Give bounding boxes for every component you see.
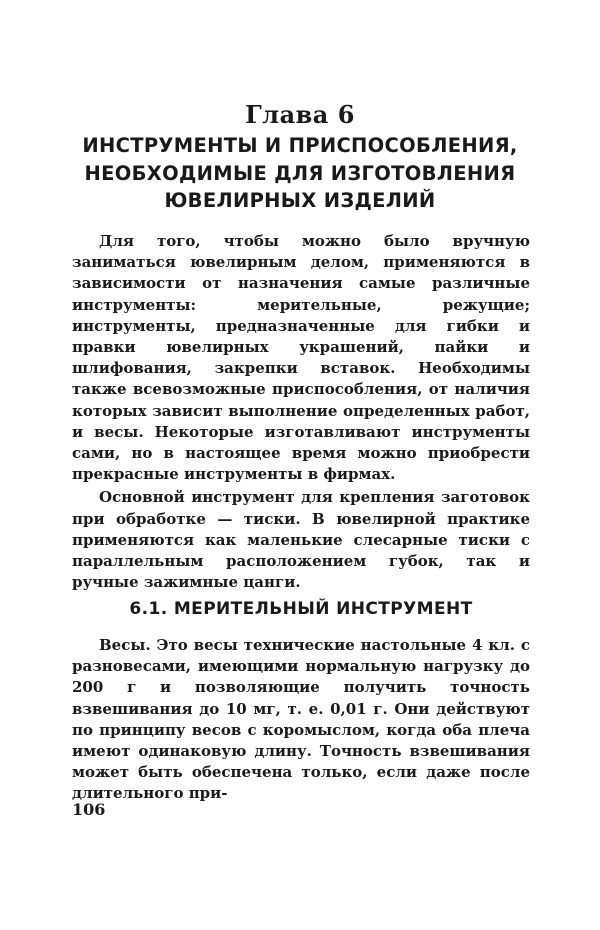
- lead-term: Весы.: [99, 636, 151, 654]
- paragraph: [72, 635, 530, 805]
- chapter-number: Глава 6: [245, 100, 355, 129]
- paragraph: Основной инструмент для крепления заготовок при обработке — тиски. В ювелирной практике применяются как маленькие слесарные тиски с параллельным расположением губок, так и ручные зажимные цанги.: [72, 488, 530, 592]
- intro-text: [72, 231, 530, 593]
- paragraph: Для того, чтобы можно было вручную заниматься ювелирным делом, применяются в зависимости от назначения самые различные инструменты: мерительные, режущие; инструменты, предназначенные для гибки и правки ювелирных украшений, пайки и шлифования, закрепки вставок. Необходимы также всевозможные приспособления, от наличия которых зависит выполнение определенных работ, и весы. Некоторые изготавливают инструменты сами, но в настоящее время можно приобрести прекрасные инструменты в фирмах.: [72, 232, 530, 484]
- chapter-title-line: НЕОБХОДИМЫЕ ДЛЯ ИЗГОТОВЛЕНИЯ: [84, 161, 516, 185]
- section-text: [72, 635, 530, 805]
- chapter-title: [60, 132, 540, 215]
- paragraph-text: Это весы технические настольные 4 кл. с разновесами, имеющими нормальную нагрузку до 200 г и позволяющие получить точность взвешивания до 10 мг, т. е. 0,01 г. Они действуют по принципу весов с коромыслом, когда оба плеча имеют одинаковую длину. Точность взвешивания может быть обеспечена только, если даже после длительного при-: [72, 636, 530, 803]
- chapter-title-line: ИНСТРУМЕНТЫ И ПРИСПОСОБЛЕНИЯ,: [82, 134, 518, 157]
- chapter-heading: [60, 100, 540, 215]
- section-heading: 6.1. МЕРИТЕЛЬНЫЙ ИНСТРУМЕНТ: [129, 599, 473, 619]
- page-number: 106: [72, 800, 106, 819]
- chapter-title-line: ЮВЕЛИРНЫХ ИЗДЕЛИЙ: [164, 189, 436, 212]
